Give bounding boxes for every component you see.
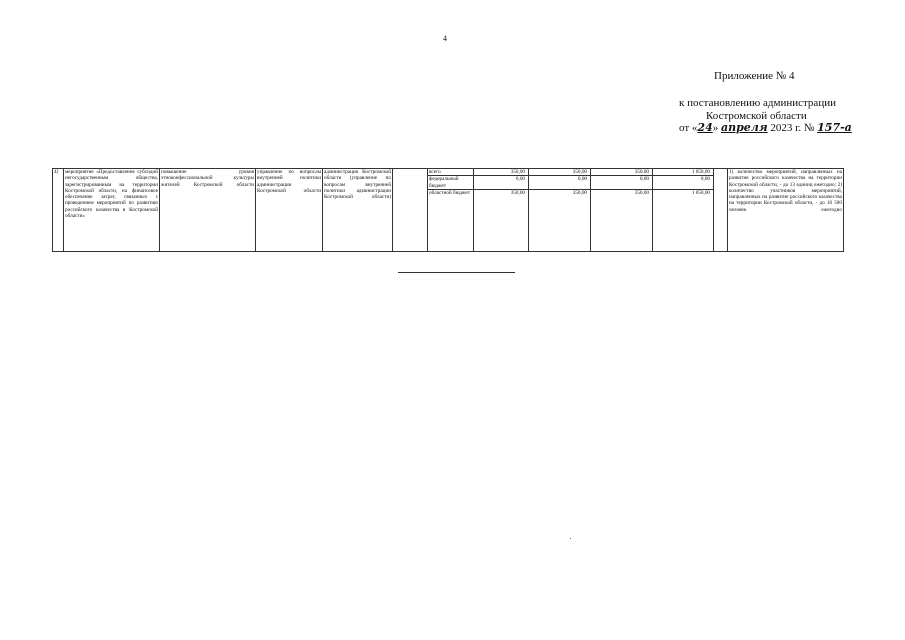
date-prefix: от «: [679, 122, 698, 134]
handwritten-month: апреля: [720, 121, 768, 134]
appendix-title: Приложение № 4: [714, 70, 795, 82]
funding-source: федеральный бюджет: [428, 176, 474, 190]
decree-reference-line2: Костромской области: [706, 110, 807, 122]
responsible-cell: управление по вопросам внутренней политики администрации Костромской области: [256, 169, 323, 252]
funding-value: 350,00: [474, 169, 529, 176]
funding-value: 350,00: [474, 189, 529, 251]
event-cell: мероприятие «Предоставление субсидий негосударственным общества, зарегистрированным на территории Костромской области, на финансовое обеспечение затрат, связанных с проведением мероприятий по развитию российского казачества в Костромской области»: [64, 169, 160, 252]
end-divider-line: [398, 272, 515, 273]
decree-reference-line1: к постановлению администрации: [679, 97, 836, 109]
handwritten-number: 157-а: [817, 121, 852, 134]
funding-value: 0,00: [591, 176, 653, 190]
funding-source: всего: [428, 169, 474, 176]
empty-cell: [393, 169, 428, 252]
empty-cell: [714, 169, 728, 252]
goal-cell: повышение уровня этноконфессиональной культуры жителей Костромской области: [160, 169, 256, 252]
row-index: 4): [53, 169, 64, 252]
decree-date-number: [679, 121, 852, 134]
funding-total: 1 050,00: [653, 189, 714, 251]
page-number: 4: [443, 34, 447, 43]
scan-speck: [570, 538, 571, 539]
date-mid: »: [712, 122, 721, 134]
funding-value: 0,00: [529, 176, 591, 190]
funding-value: 350,00: [591, 189, 653, 251]
date-year: 2023 г. №: [767, 122, 818, 134]
program-table: [52, 168, 844, 252]
indicators-cell: 1) количество мероприятий, направленных на развитие российского казачества на территории Костромской области, - до 13 единиц ежегодно; 2) количество участников мероприятий, направленных на развитие российского казачества на территории Костромской области, - до 10 500 человек ежегодно: [728, 169, 844, 252]
handwritten-day: 24: [697, 121, 713, 134]
funding-total: 0,00: [653, 176, 714, 190]
funding-source: областной бюджет: [428, 189, 474, 251]
funding-value: 350,00: [591, 169, 653, 176]
funding-total: 1 050,00: [653, 169, 714, 176]
funding-value: 350,00: [529, 189, 591, 251]
funding-value: 350,00: [529, 169, 591, 176]
executor-cell: администрация Костромской области (управление по вопросам внутренней политики администрации Костромской области): [323, 169, 393, 252]
funding-value: 0,00: [474, 176, 529, 190]
table-row: [53, 169, 844, 176]
